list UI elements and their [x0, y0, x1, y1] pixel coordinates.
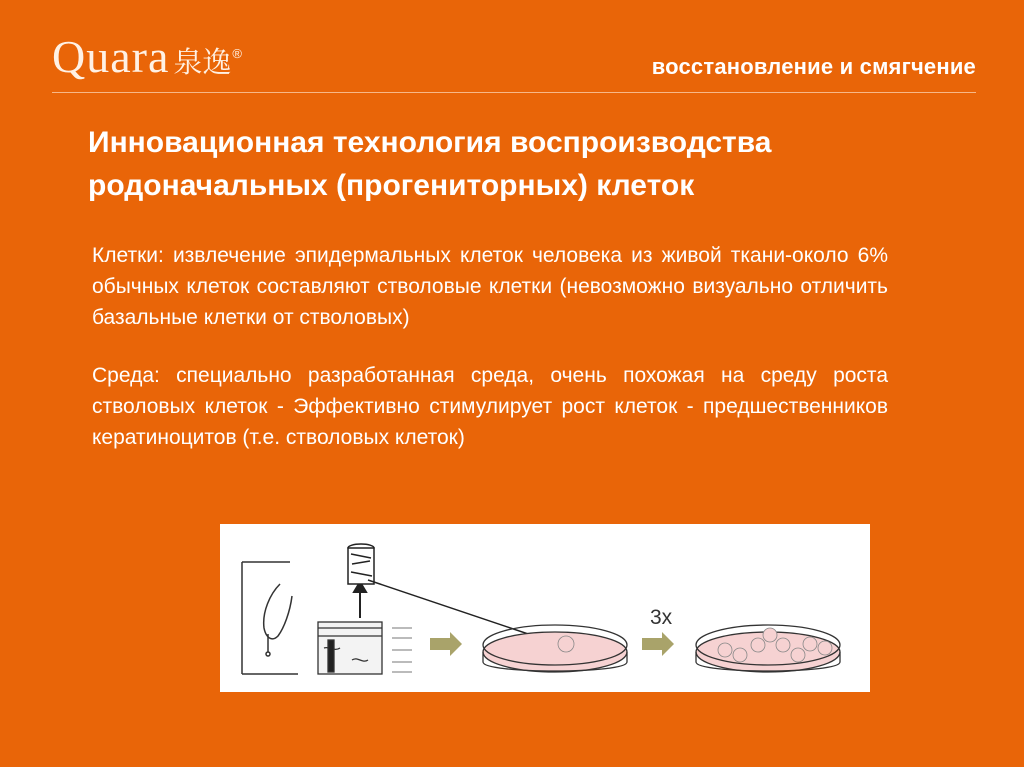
petri-dish-1-icon	[483, 625, 627, 672]
cells-paragraph: Клетки: извлечение эпидермальных клеток человека из живой ткани-около 6% обычных клеток составляют стволовые клетки (невозможно визуально отличить базальные клетки от стволовых)	[92, 244, 888, 329]
registered-mark: ®	[232, 46, 242, 61]
cell-culture-diagram	[220, 524, 870, 692]
logo-wordmark: Quara	[52, 31, 170, 82]
brand-logo	[52, 30, 242, 83]
slide-subtitle: восстановление и смягчение	[651, 54, 976, 79]
skin-layer-label-lines	[392, 628, 412, 672]
arrow-right-icon-1	[430, 632, 462, 656]
logo-chinese-mark: 泉逸	[173, 45, 232, 79]
skin-section-icon	[318, 622, 382, 674]
medium-paragraph: Среда: специально разработанная среда, очень похожая на среду роста стволовых клеток - Эффективно стимулирует рост клеток - предшественников кератиноцитов (т.е. стволовых клеток)	[92, 364, 888, 449]
sample-tube-icon	[348, 544, 374, 584]
up-arrow-icon	[354, 582, 366, 618]
petri-dish-2-icon	[696, 625, 840, 672]
slide-title: Инновационная технология воспроизводства родоначальных (прогениторных) клеток	[88, 126, 772, 202]
arrow-right-icon-2	[642, 632, 674, 656]
cell-culture-figure	[220, 524, 870, 692]
multiplier-label: 3x	[650, 606, 673, 629]
header-divider	[52, 92, 976, 93]
hand-sketch-icon	[242, 562, 298, 674]
